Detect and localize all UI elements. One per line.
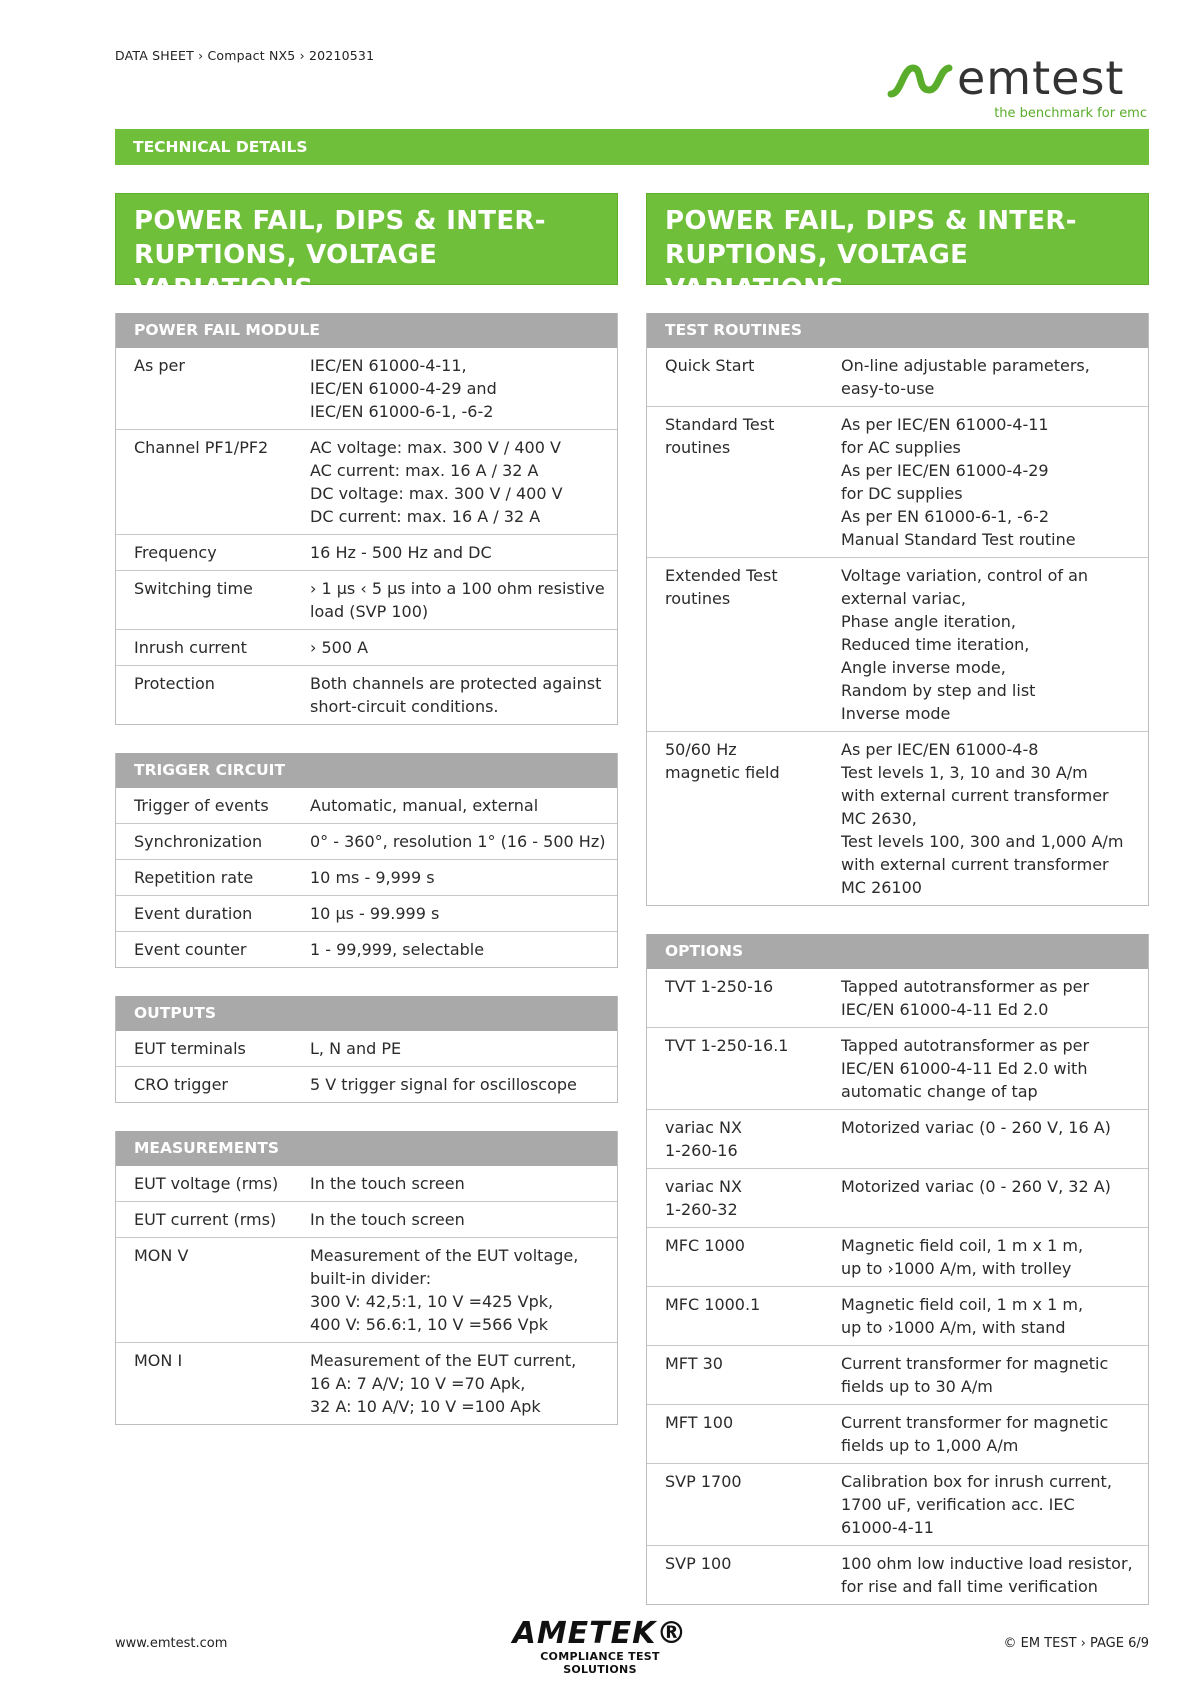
spec-label: MON I [134,1351,183,1370]
spec-value: In the touch screen [310,1210,465,1229]
spec-value: IEC/EN 61000-4-11, IEC/EN 61000-4-29 and IEC/EN 61000-6-1, -6-2 [310,356,497,421]
ametek-name: AMETEK® [512,1616,688,1651]
spec-value: As per IEC/EN 61000-4-8 Test levels 1, 3, 10 and 30 A/m with external current transformer MC 2630, Test levels 100, 300 and 1,000 A/m with external current transformer MC 26100 [841,740,1124,897]
spec-value: › 1 µs ‹ 5 µs into a 100 ohm resistive load (SVP 100) [310,579,605,621]
spec-label: Extended Test routines [665,566,778,608]
spec-value: Voltage variation, control of an external variac, Phase angle iteration, Reduced time iteration, Angle inverse mode, Random by step and list Inverse mode [841,566,1089,723]
spec-row [116,788,617,823]
spec-row [116,823,617,859]
spec-row [116,429,617,534]
spec-value: Current transformer for magnetic fields up to 30 A/m [841,1354,1109,1396]
spec-row [647,1286,1148,1345]
spec-value: Motorized variac (0 - 260 V, 32 A) [841,1177,1111,1196]
spec-row [116,665,617,724]
page-number: © EM TEST › PAGE 6/9 [1003,1636,1149,1651]
spec-row [647,557,1148,731]
spec-row [116,629,617,665]
spec-value: Calibration box for inrush current, 1700 uF, verification acc. IEC 61000-4-11 [841,1472,1112,1537]
footer-url[interactable]: www.emtest.com [115,1636,228,1651]
spec-label: Switching time [134,579,253,598]
spec-row [647,731,1148,905]
spec-value: Current transformer for magnetic fields up to 1,000 A/m [841,1413,1109,1455]
section-heading: POWER FAIL MODULE [116,313,617,348]
spec-label: Channel PF1/PF2 [134,438,269,457]
spec-label: variac NX 1-260-32 [665,1177,742,1219]
spec-section [646,934,1149,1605]
spec-label: Repetition rate [134,868,254,887]
spec-value: 100 ohm low inductive load resistor, for rise and fall time verification [841,1554,1133,1596]
spec-label: Trigger of events [134,796,269,815]
spec-label: Frequency [134,543,217,562]
spec-row [647,348,1148,406]
spec-row [116,1342,617,1424]
spec-value: 10 ms - 9,999 s [310,868,435,887]
spec-row [116,348,617,429]
spec-section [115,1131,618,1425]
spec-row [647,1404,1148,1463]
spec-row [116,1031,617,1066]
spec-row [116,570,617,629]
spec-label: CRO trigger [134,1075,228,1094]
spec-row [647,1463,1148,1545]
logo-brand: emtest [957,51,1125,105]
spec-value: 1 - 99,999, selectable [310,940,485,959]
spec-value: Magnetic field coil, 1 m x 1 m, up to ›1000 A/m, with trolley [841,1236,1084,1278]
spec-value: 10 µs - 99.999 s [310,904,440,923]
spec-row [116,859,617,895]
spec-label: TVT 1-250-16.1 [665,1036,789,1055]
spec-row [116,1166,617,1201]
right-column [646,193,1149,1605]
spec-value: AC voltage: max. 300 V / 400 V AC current: max. 16 A / 32 A DC voltage: max. 300 V / 400 V DC current: max. 16 A / 32 A [310,438,563,526]
spec-section [646,313,1149,906]
spec-label: Standard Test routines [665,415,775,457]
spec-label: As per [134,356,185,375]
logo-tagline: the benchmark for emc [994,106,1147,121]
spec-row [116,1237,617,1342]
spec-label: MFC 1000.1 [665,1295,761,1314]
spec-value: L, N and PE [310,1039,402,1058]
spec-label: EUT current (rms) [134,1210,277,1229]
spec-label: Quick Start [665,356,755,375]
spec-label: Event counter [134,940,247,959]
spec-label: variac NX 1-260-16 [665,1118,742,1160]
spec-section [115,313,618,725]
spec-value: In the touch screen [310,1174,465,1193]
emtest-logo [887,48,1147,128]
spec-value: Measurement of the EUT voltage, built-in divider: 300 V: 42,5:1, 10 V =425 Vpk, 400 V: 56.6:1, 10 V =566 Vpk [310,1246,579,1334]
spec-value: 0° - 360°, resolution 1° (16 - 500 Hz) [310,832,606,851]
spec-label: TVT 1-250-16 [665,977,774,996]
spec-section [115,996,618,1103]
technical-details-bar: TECHNICAL DETAILS [115,129,1149,165]
spec-value: Both channels are protected against short-circuit conditions. [310,674,602,716]
section-heading: OPTIONS [647,934,1148,969]
spec-label: EUT voltage (rms) [134,1174,279,1193]
spec-label: MON V [134,1246,189,1265]
wave-icon [887,60,955,100]
spec-value: Motorized variac (0 - 260 V, 16 A) [841,1118,1111,1137]
spec-label: 50/60 Hz magnetic field [665,740,780,782]
spec-label: MFC 1000 [665,1236,745,1255]
spec-value: Measurement of the EUT current, 16 A: 7 A/V; 10 V =70 Apk, 32 A: 10 A/V; 10 V =100 Apk [310,1351,577,1416]
spec-row [647,1545,1148,1604]
spec-label: EUT terminals [134,1039,246,1058]
breadcrumb: DATA SHEET › Compact NX5 › 20210531 [115,48,375,63]
spec-value: Tapped autotransformer as per IEC/EN 61000-4-11 Ed 2.0 [841,977,1090,1019]
spec-value: On-line adjustable parameters, easy-to-use [841,356,1090,398]
spec-row [647,1168,1148,1227]
spec-label: MFT 30 [665,1354,723,1373]
spec-row [647,1345,1148,1404]
section-heading: MEASUREMENTS [116,1131,617,1166]
left-column [115,193,618,1425]
spec-row [116,931,617,967]
left-title: POWER FAIL, DIPS & INTER- RUPTIONS, VOLTAGE VARIATIONS [115,193,618,285]
section-heading: TEST ROUTINES [647,313,1148,348]
spec-label: SVP 100 [665,1554,732,1573]
spec-row [647,1227,1148,1286]
spec-label: Protection [134,674,215,693]
spec-value: Automatic, manual, external [310,796,539,815]
spec-row [116,1201,617,1237]
section-heading: OUTPUTS [116,996,617,1031]
spec-row [116,895,617,931]
right-title: POWER FAIL, DIPS & INTER- RUPTIONS, VOLTAGE VARIATIONS [646,193,1149,285]
spec-row [116,1066,617,1102]
spec-row [647,1109,1148,1168]
spec-value: › 500 A [310,638,369,657]
ametek-logo [505,1618,695,1676]
spec-label: SVP 1700 [665,1472,742,1491]
ametek-subtitle: COMPLIANCE TEST SOLUTIONS [540,1650,660,1676]
spec-row [647,969,1148,1027]
spec-row [647,1027,1148,1109]
spec-label: Event duration [134,904,253,923]
spec-value: Magnetic field coil, 1 m x 1 m, up to ›1000 A/m, with stand [841,1295,1084,1337]
spec-section [115,753,618,968]
spec-label: Synchronization [134,832,263,851]
spec-value: As per IEC/EN 61000-4-11 for AC supplies As per IEC/EN 61000-4-29 for DC supplies As per EN 61000-6-1, -6-2 Manual Standard Test routine [841,415,1076,549]
spec-value: Tapped autotransformer as per IEC/EN 61000-4-11 Ed 2.0 with automatic change of tap [841,1036,1090,1101]
spec-row [116,534,617,570]
section-heading: TRIGGER CIRCUIT [116,753,617,788]
spec-label: MFT 100 [665,1413,734,1432]
spec-value: 5 V trigger signal for oscilloscope [310,1075,577,1094]
spec-value: 16 Hz - 500 Hz and DC [310,543,492,562]
spec-label: Inrush current [134,638,247,657]
spec-row [647,406,1148,557]
